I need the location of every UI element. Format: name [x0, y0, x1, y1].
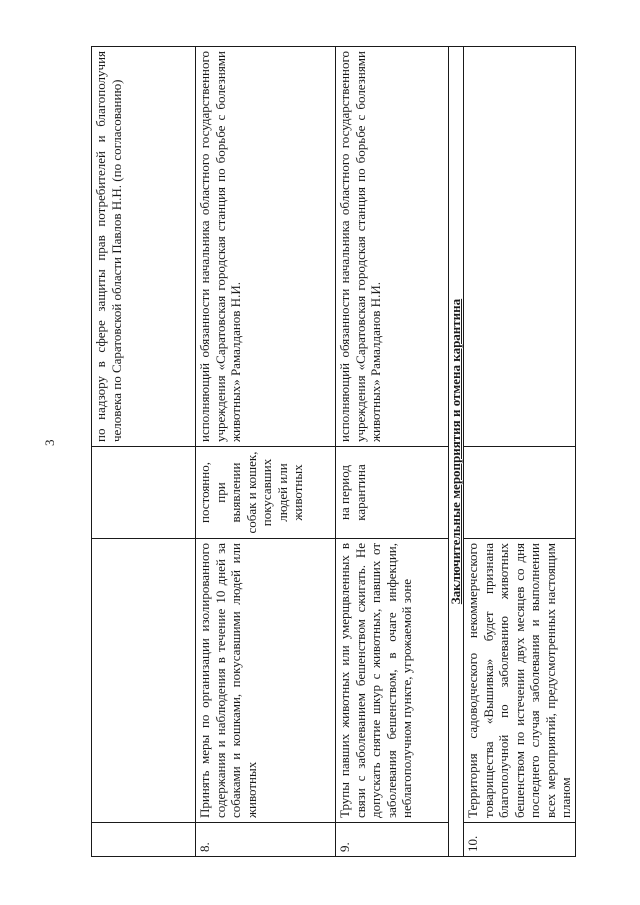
row-number [92, 823, 196, 857]
term-cell: на период карантина [336, 447, 449, 539]
measures-table [91, 46, 576, 857]
table-row [196, 47, 336, 857]
table-row [336, 47, 449, 857]
measure-cell: Территория садоводческого некоммерческого товарищества «Вышивка» будет признана благополучной по заболеванию животных бешенством по истечении двух месяцев со дня последнего случая заболевания и выполнении всех мероприятий, предусмотренных настоящим планом [464, 539, 576, 823]
responsible-cell: исполняющий обязанности начальника областного государственного учреждения «Саратовская городская станция по борьбе с болезнями животных» Рамалданов Н.И. [336, 47, 449, 447]
rotated-page-content [91, 47, 573, 857]
term-cell [92, 447, 196, 539]
table-row [92, 47, 196, 857]
term-cell: постоянно, при выявлении собак и кошек, покусавших людей или животных [196, 447, 336, 539]
row-number: 8. [196, 823, 336, 857]
section-title: Заключительные мероприятия и отмена карантина [449, 47, 464, 857]
measure-cell [92, 539, 196, 823]
table-row [464, 47, 576, 857]
measure-cell: Принять меры по организации изолированного содержания и наблюдения в течение 10 дней за собаками и кошками, покусавшими людей или животных [196, 539, 336, 823]
term-cell [464, 447, 576, 539]
row-number: 10. [464, 823, 576, 857]
measure-cell: Трупы павших животных или умерщвленных в связи с заболеванием бешенством сжигать. Не допускать снятие шкур с животных, павших от заболевания бешенством, в очаге инфекции, неблагополучном пункте, угрожаемой зоне [336, 539, 449, 823]
responsible-cell: по надзору в сфере защиты прав потребителей и благополучия человека по Саратовской области Павлов Н.Н. (по согласованию) [92, 47, 196, 447]
responsible-cell [464, 47, 576, 447]
responsible-cell: исполняющий обязанности начальника областного государственного учреждения «Саратовская городская станция по борьбе с болезнями животных» Рамалданов Н.И. [196, 47, 336, 447]
section-row [449, 47, 464, 857]
page-number: 3 [42, 439, 57, 446]
row-number: 9. [336, 823, 449, 857]
